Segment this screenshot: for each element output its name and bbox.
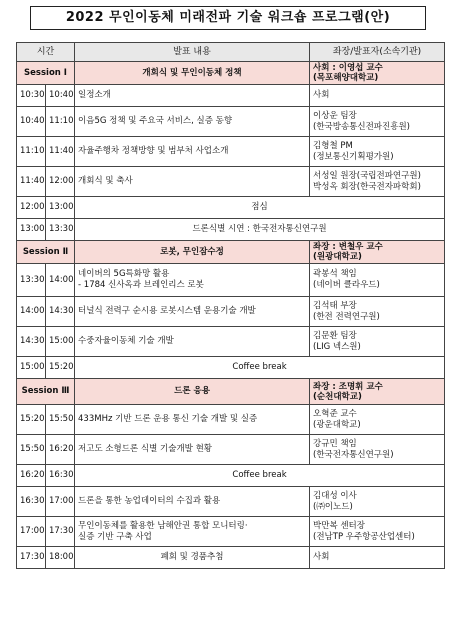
end-time: 15:20 [46,357,75,379]
end-time: 17:00 [46,487,75,517]
start-time: 15:50 [17,435,46,465]
break-label: 점심 [75,197,445,219]
end-time: 18:00 [46,547,75,569]
break-row [17,465,445,487]
session-row [17,241,445,264]
presenter: 강규민 책임 (한국전자통신연구원) [310,435,445,465]
presenter: 김대성 이사 (㈜이노드) [310,487,445,517]
session-name: Session Ⅱ [17,241,75,264]
program-body [17,62,445,569]
session-row [17,62,445,85]
break-label: 드론식별 시연 : 한국전자통신연구원 [75,219,445,241]
end-time: 15:00 [46,327,75,357]
start-time: 13:00 [17,219,46,241]
table-row [17,264,445,297]
break-label: Coffee break [75,357,445,379]
end-time: 16:20 [46,435,75,465]
presenter: 김문환 팀장 (LIG 넥스원) [310,327,445,357]
program-table [16,42,445,569]
table-row [17,107,445,137]
session-chair: 좌장 : 변철우 교수 (원광대학교) [310,241,445,264]
presenter: 김석태 부장 (한전 전력연구원) [310,297,445,327]
start-time: 10:40 [17,107,46,137]
end-time: 17:30 [46,517,75,547]
table-row [17,487,445,517]
end-time: 15:50 [46,405,75,435]
session-title: 드론 응용 [75,379,310,405]
presentation-title: 터널식 전력구 순시용 로봇시스템 운용기술 개발 [75,297,310,327]
end-time: 13:30 [46,219,75,241]
presenter: 곽봉석 책임 (네이버 클라우드) [310,264,445,297]
table-row [17,85,445,107]
presenter: 서성일 원장(국립전파연구원) 박성옥 회장(한국전자파학회) [310,167,445,197]
start-time: 16:20 [17,465,46,487]
header-chair: 좌장/발표자(소속기관) [310,43,445,62]
session-chair: 사회 : 이영섭 교수 (목포해양대학교) [310,62,445,85]
table-row [17,435,445,465]
session-name: Session Ⅲ [17,379,75,405]
presentation-title: 폐회 및 경품추첨 [75,547,310,569]
table-row [17,167,445,197]
presentation-title: 433MHz 기반 드론 운용 통신 기술 개발 및 실증 [75,405,310,435]
end-time: 10:40 [46,85,75,107]
presenter: 박만복 센터장 (전남TP 우주항공산업센터) [310,517,445,547]
page-title: 2022 무인이동체 미래전파 기술 워크숍 프로그램(안) [30,6,426,30]
presentation-title: 수중자율이동체 기술 개발 [75,327,310,357]
start-time: 14:00 [17,297,46,327]
table-row [17,137,445,167]
presenter: 사회 [310,85,445,107]
end-time: 14:30 [46,297,75,327]
start-time: 15:20 [17,405,46,435]
presentation-title: 자율주행차 정책방향 및 범부처 사업소개 [75,137,310,167]
start-time: 11:40 [17,167,46,197]
header-time: 시간 [17,43,75,62]
presentation-title: 저고도 소형드론 식별 기술개발 현황 [75,435,310,465]
presenter: 사회 [310,547,445,569]
session-row [17,379,445,405]
table-row [17,547,445,569]
presentation-title: 무인이동체를 활용한 남해안권 통합 모니터링· 실증 기반 구축 사업 [75,517,310,547]
header-content: 발표 내용 [75,43,310,62]
start-time: 13:30 [17,264,46,297]
presenter: 이상운 팀장 (한국방송통신전파진흥원) [310,107,445,137]
end-time: 13:00 [46,197,75,219]
break-row [17,357,445,379]
start-time: 17:00 [17,517,46,547]
start-time: 15:00 [17,357,46,379]
start-time: 16:30 [17,487,46,517]
presenter: 김형철 PM (정보통신기획평가원) [310,137,445,167]
end-time: 11:10 [46,107,75,137]
start-time: 14:30 [17,327,46,357]
presentation-title: 일정소개 [75,85,310,107]
table-row [17,327,445,357]
end-time: 14:00 [46,264,75,297]
presentation-title: 드론을 통한 농업데이터의 수집과 활용 [75,487,310,517]
session-title: 개회식 및 무인이동체 정책 [75,62,310,85]
end-time: 16:30 [46,465,75,487]
presenter: 오혁준 교수 (광운대학교) [310,405,445,435]
start-time: 12:00 [17,197,46,219]
break-row [17,197,445,219]
presentation-title: 개회식 및 축사 [75,167,310,197]
session-chair: 좌장 : 조명휘 교수 (순천대학교) [310,379,445,405]
table-row [17,517,445,547]
start-time: 10:30 [17,85,46,107]
table-row [17,297,445,327]
presentation-title: 네이버의 5G특화망 활용 - 1784 신사옥과 브레인리스 로봇 [75,264,310,297]
end-time: 11:40 [46,137,75,167]
break-row [17,219,445,241]
end-time: 12:00 [46,167,75,197]
start-time: 17:30 [17,547,46,569]
table-row [17,405,445,435]
start-time: 11:10 [17,137,46,167]
session-name: Session Ⅰ [17,62,75,85]
table-header-row [17,43,445,62]
session-title: 로봇, 무인잠수정 [75,241,310,264]
break-label: Coffee break [75,465,445,487]
presentation-title: 이음5G 정책 및 주요국 서비스, 실증 동향 [75,107,310,137]
